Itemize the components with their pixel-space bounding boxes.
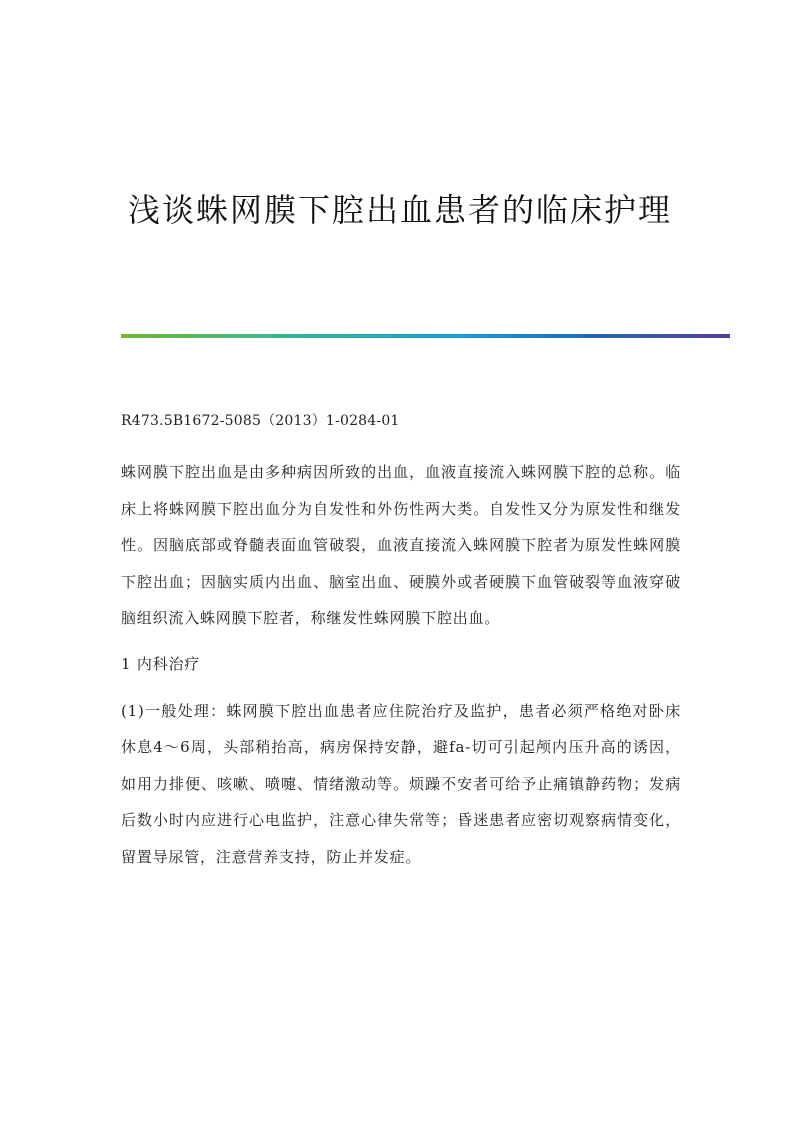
document-title: 浅谈蛛网膜下腔出血患者的临床护理 xyxy=(127,191,672,229)
classification-line: R473.5B1672-5085（2013）1-0284-01 xyxy=(121,413,400,429)
section-paragraph: (1)一般处理：蛛网膜下腔出血患者应住院治疗及监护，患者必须严格绝对卧床休息4～6周，头部稍抬高，病房保持安静，避fa-切可引起颅内压升高的诱因，如用力排便、咳嗽、喷嚏、情绪激动等。烦躁不安者可给予止痛镇静药物；发病后数小时内应进行心电监护，注意心律失常等；昏迷患者应密切观察病情变化，留置导尿管，注意营养支持，防止并发症。 xyxy=(121,701,681,866)
document-body xyxy=(121,408,681,889)
gradient-divider xyxy=(121,334,730,338)
section-heading: 1 内科治疗 xyxy=(121,654,201,673)
intro-paragraph: 蛛网膜下腔出血是由多种病因所致的出血，血液直接流入蛛网膜下腔的总称。临床上将蛛网膜下腔出血分为自发性和外伤性两大类。自发性又分为原发性和继发性。因脑底部或脊髓表面血管破裂，血液直接流入蛛网膜下腔者为原发性蛛网膜下腔出血；因脑实质内出血、脑室出血、硬膜外或者硬膜下血管破裂等血液穿破脑组织流入蛛网膜下腔者，称继发性蛛网膜下腔出血。 xyxy=(121,463,681,627)
